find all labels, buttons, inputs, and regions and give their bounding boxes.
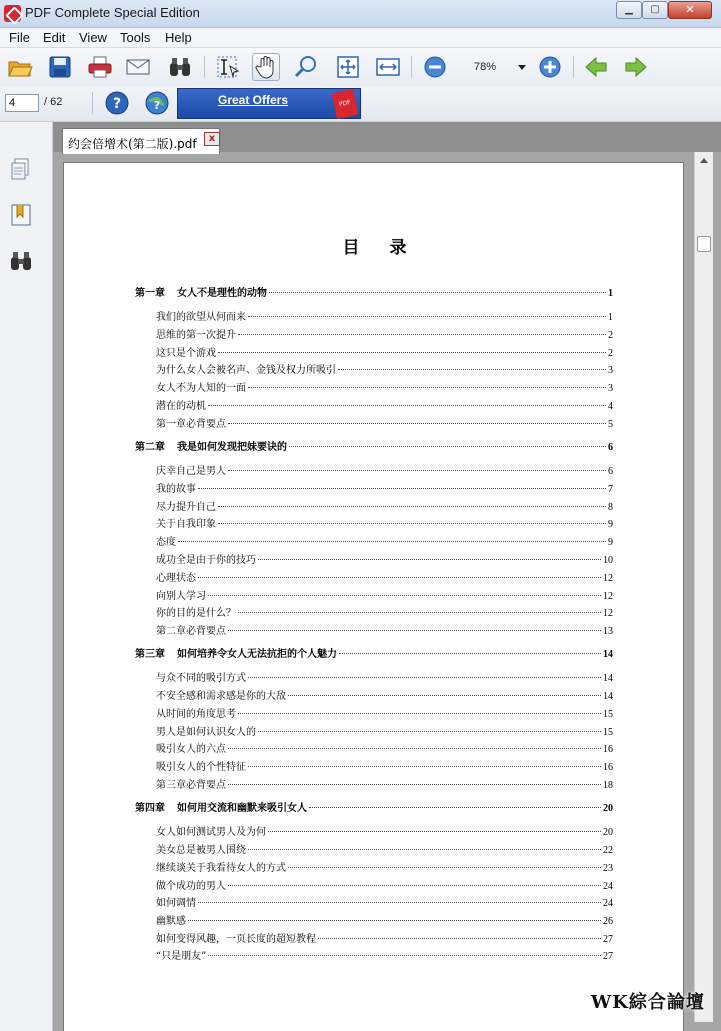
menu-tools[interactable]: Tools	[120, 30, 151, 45]
toc-section[interactable]: 美女总是被男人围绕 22	[156, 845, 613, 856]
side-panel	[0, 122, 53, 1031]
vertical-scrollbar[interactable]	[694, 152, 713, 1022]
fit-width-icon[interactable]	[374, 53, 402, 81]
toc-section[interactable]: 思维的第一次提升 2	[156, 330, 613, 341]
toc-section[interactable]: 我们的欲望从何而来 1	[156, 312, 613, 323]
toc-chapter[interactable]: 第三章 如何培养令女人无法抗拒的个人魅力 14	[135, 649, 613, 660]
save-icon[interactable]	[46, 53, 74, 81]
toolbar-separator	[204, 56, 205, 78]
toc-section[interactable]: 如何变得风趣，一页长度的超短教程 27	[156, 934, 613, 945]
help-icon[interactable]	[103, 89, 131, 117]
fit-page-icon[interactable]	[334, 53, 362, 81]
toc-section[interactable]: 庆幸自己是男人 6	[156, 466, 613, 477]
toc-section[interactable]: 我的故事 7	[156, 484, 613, 495]
toc-section[interactable]: 心理状态 12	[156, 573, 613, 584]
toc-chapter[interactable]: 第四章 如何用交流和幽默来吸引女人 20	[135, 803, 613, 814]
pdf-page	[63, 162, 684, 1031]
open-folder-icon[interactable]	[6, 53, 34, 81]
bookmarks-icon[interactable]	[8, 202, 34, 228]
document-tab[interactable]	[62, 128, 220, 154]
search-binoculars-icon[interactable]	[8, 248, 34, 274]
text-select-icon[interactable]	[214, 53, 242, 81]
toc-section[interactable]: 你的目的是什么？ 12	[156, 608, 613, 619]
zoom-magnifier-icon[interactable]	[292, 53, 320, 81]
zoom-in-icon[interactable]	[536, 53, 564, 81]
menu-help[interactable]: Help	[165, 30, 192, 45]
print-icon[interactable]	[86, 53, 114, 81]
hand-tool-icon[interactable]	[252, 53, 280, 81]
toc-section[interactable]: 这只是个游戏 2	[156, 348, 613, 359]
total-pages-label: / 62	[44, 96, 63, 108]
toc-section[interactable]: 女人如何测试男人及为何 20	[156, 827, 613, 838]
toc-section[interactable]: 吸引女人的六点 16	[156, 744, 613, 755]
window-title: PDF Complete Special Edition	[25, 5, 200, 20]
pages-thumbnail-icon[interactable]	[8, 156, 34, 182]
toc-section[interactable]: 第三章必背要点 18	[156, 780, 613, 791]
close-window-button[interactable]: ✕	[668, 1, 712, 19]
main-toolbar	[0, 48, 721, 86]
toc-section[interactable]: 如何调情 24	[156, 898, 613, 909]
zoom-dropdown-arrow-icon[interactable]	[518, 65, 526, 70]
close-tab-icon[interactable]: x	[204, 132, 220, 146]
toc-chapter[interactable]: 第一章 女人不是理性的动物 1	[135, 288, 613, 299]
toc-section[interactable]: 从时间的角度思考 15	[156, 709, 613, 720]
next-page-icon[interactable]	[622, 53, 650, 81]
toc-section[interactable]: “只是朋友” 27	[156, 951, 613, 962]
zoom-out-icon[interactable]	[421, 53, 449, 81]
previous-page-icon[interactable]	[582, 53, 610, 81]
toc-section[interactable]: 继续谈关于我看待女人的方式 23	[156, 863, 613, 874]
zoom-level-select[interactable]: 78%	[474, 61, 497, 73]
toc-section[interactable]: 第二章必背要点 13	[156, 626, 613, 637]
toolbar-separator	[573, 56, 574, 78]
toolbar-separator	[411, 56, 412, 78]
toc-section[interactable]: 为什么女人会被名声、金钱及权力所吸引 3	[156, 365, 613, 376]
toc-section[interactable]: 态度 9	[156, 537, 613, 548]
current-page-input[interactable]: 4	[5, 94, 39, 112]
scroll-up-arrow-icon[interactable]	[700, 158, 708, 163]
minimize-button[interactable]: ▁	[616, 1, 642, 19]
web-update-icon[interactable]	[143, 89, 171, 117]
menu-edit[interactable]: Edit	[43, 30, 66, 45]
toc-section[interactable]: 吸引女人的个性特征 16	[156, 762, 613, 773]
toc-section[interactable]: 成功全是由于你的技巧 10	[156, 555, 613, 566]
scrollbar-thumb[interactable]	[697, 236, 711, 252]
navigation-toolbar	[0, 86, 721, 122]
app-logo-icon	[4, 5, 21, 22]
toc-section[interactable]: 男人是如何认识女人的 15	[156, 727, 613, 738]
title-bar	[0, 0, 721, 28]
email-icon[interactable]	[124, 53, 152, 81]
toc-section[interactable]: 不安全感和需求感是你的大敌 14	[156, 691, 613, 702]
document-tab-label: 约会倍增术(第二版).pdf	[68, 137, 197, 151]
great-offers-link[interactable]: Great Offers	[218, 93, 289, 107]
toc-section[interactable]: 第一章必背要点 5	[156, 419, 613, 430]
svg-text:?: ?	[112, 96, 122, 112]
toc-section[interactable]: 与众不同的吸引方式 14	[156, 673, 613, 684]
svg-text:?: ?	[153, 99, 161, 112]
toc-section[interactable]: 幽默感 26	[156, 916, 613, 927]
toc-section[interactable]: 潜在的动机 4	[156, 401, 613, 412]
toc-section[interactable]: 做个成功的男人 24	[156, 881, 613, 892]
find-binoculars-icon[interactable]	[166, 53, 194, 81]
toc-section[interactable]: 女人不为人知的一面 3	[156, 383, 613, 394]
great-offers-banner[interactable]	[177, 88, 361, 119]
toc-heading: 目 录	[342, 238, 419, 258]
forum-watermark: WK綜合論壇	[591, 992, 705, 1013]
menu-view[interactable]: View	[79, 30, 107, 45]
menu-bar	[0, 28, 721, 48]
toolbar-separator	[92, 92, 93, 114]
toc-section[interactable]: 尽力提升自己 8	[156, 502, 613, 513]
menu-file[interactable]: File	[9, 30, 30, 45]
toc-section[interactable]: 向别人学习 12	[156, 591, 613, 602]
pdf-badge-icon: PDF	[332, 89, 359, 119]
maximize-button[interactable]: ▢	[642, 1, 668, 19]
toc-chapter[interactable]: 第二章 我是如何发现把妹要诀的 6	[135, 442, 613, 453]
toc-section[interactable]: 关于自我印象 9	[156, 519, 613, 530]
